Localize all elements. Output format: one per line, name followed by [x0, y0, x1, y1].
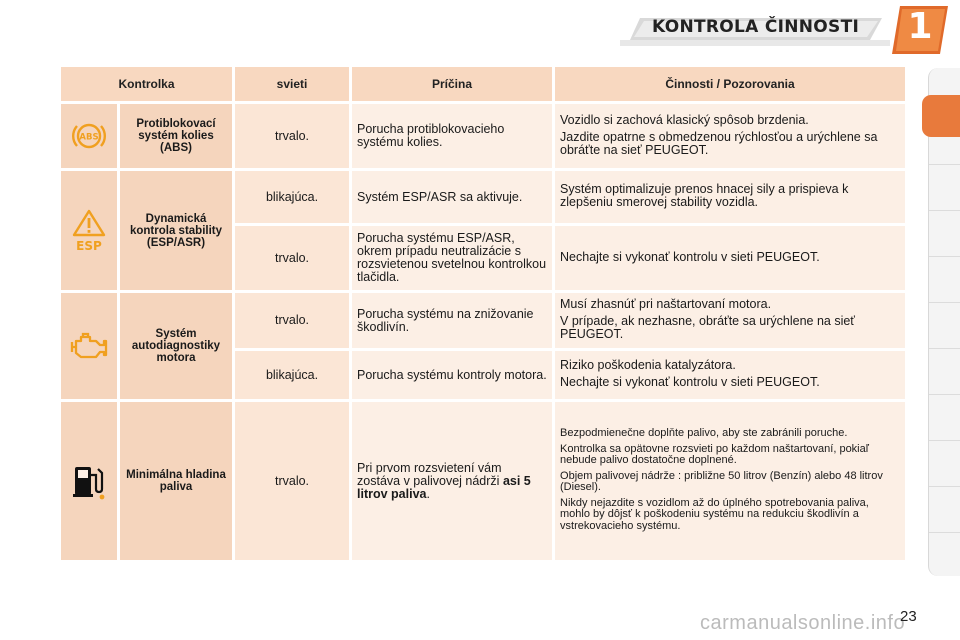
- table-row-abs: [61, 104, 905, 168]
- tab-divider: [929, 348, 960, 349]
- light-state: trvalo.: [235, 226, 349, 290]
- icon-cell: [61, 402, 117, 560]
- light-actions: [555, 171, 905, 223]
- tab-divider: [929, 394, 960, 395]
- engine-icon: [68, 330, 110, 362]
- fuel-pump-icon: [69, 461, 109, 501]
- column-header-kontrolka: Kontrolka: [61, 67, 232, 101]
- cause-end: .: [426, 486, 430, 501]
- action-text: Nikdy nejazdite s vozidlom až do úplného spotrebovania paliva, mohlo by dôjsť k poškodeniu systému na redukciu škodlivín a vstrekovacieho systému.: [560, 496, 869, 532]
- light-actions: [555, 226, 905, 290]
- light-state: blikajúca.: [235, 351, 349, 399]
- light-actions: [555, 351, 905, 399]
- column-header-cinnosti: Činnosti / Pozorovania: [555, 67, 905, 101]
- cause-text: Pri prvom rozsvietení vám zostáva v palivovej nádrži: [357, 460, 502, 488]
- action-text: Musí zhasnúť pri naštartovaní motora.: [560, 297, 772, 311]
- table-header-row: [61, 67, 905, 101]
- table-row-fuel: [61, 402, 905, 560]
- action-text: Systém optimalizuje prenos hnacej sily a prispieva k zlepšeniu smerovej stability vozidla.: [560, 182, 849, 209]
- light-name: Minimálna hladina paliva: [120, 402, 232, 560]
- light-cause: Porucha systému kontroly motora.: [352, 351, 552, 399]
- action-text: Riziko poškodenia katalyzátora.: [560, 358, 736, 372]
- action-text: Vozidlo si zachová klasický spôsob brzdenia.: [560, 112, 809, 127]
- light-cause: Porucha systému na znižovanie škodlivín.: [352, 293, 552, 348]
- light-state: trvalo.: [235, 402, 349, 560]
- table-row-esp: [61, 171, 905, 223]
- warning-lights-table: [58, 64, 908, 563]
- tab-divider: [929, 210, 960, 211]
- light-name: Dynamická kontrola stability (ESP/ASR): [120, 171, 232, 290]
- action-text: Objem palivovej nádrže : približne 50 litrov (Benzín) alebo 48 litrov (Diesel).: [560, 469, 883, 493]
- tab-divider: [929, 532, 960, 533]
- light-state: trvalo.: [235, 104, 349, 168]
- esp-icon: [71, 209, 107, 253]
- cause-emphasis: asi 5 litrov paliva: [357, 473, 531, 501]
- tab-divider: [929, 440, 960, 441]
- action-text: Bezpodmienečne doplňte palivo, aby ste zabránili poruche.: [560, 427, 848, 439]
- page-number: 23: [900, 608, 917, 625]
- column-header-pricina: Príčina: [352, 67, 552, 101]
- page-title: KONTROLA ČINNOSTI: [652, 17, 860, 37]
- tab-divider: [929, 256, 960, 257]
- chapter-number: 1: [907, 6, 933, 47]
- tab-divider: [929, 164, 960, 165]
- light-actions: [555, 402, 905, 560]
- action-text: Jazdite opatrne s obmedzenou rýchlosťou a urýchlene sa obráťte na sieť PEUGEOT.: [560, 129, 878, 157]
- action-text: Nechajte si vykonať kontrolu v sieti PEUGEOT.: [560, 249, 820, 264]
- action-text: V prípade, ak nezhasne, obráťte sa urýchlene na sieť PEUGEOT.: [560, 314, 855, 341]
- icon-cell: [61, 171, 117, 290]
- icon-cell: [61, 104, 117, 168]
- column-header-svieti: svieti: [235, 67, 349, 101]
- svg-text:ESP: ESP: [76, 238, 102, 253]
- svg-text:ABS: ABS: [79, 132, 99, 143]
- watermark: carmanualsonline.info: [700, 612, 906, 634]
- light-actions: [555, 293, 905, 348]
- action-text: Kontrolka sa opätovne rozsvieti po každom naštartovaní, pokiaľ nebude palivo dostatočne doplnené.: [560, 442, 869, 466]
- light-name: Systém autodiagnostiky motora: [120, 293, 232, 399]
- tab-divider: [929, 302, 960, 303]
- light-actions: [555, 104, 905, 168]
- light-state: trvalo.: [235, 293, 349, 348]
- light-state: blikajúca.: [235, 171, 349, 223]
- tab-chapter-1[interactable]: [922, 95, 960, 137]
- light-name: Protiblokovací systém kolies (ABS): [120, 104, 232, 168]
- light-cause: Systém ESP/ASR sa aktivuje.: [352, 171, 552, 223]
- abs-icon: [69, 119, 109, 153]
- light-cause: [352, 402, 552, 560]
- light-cause: Porucha protiblokovacieho systému kolies.: [352, 104, 552, 168]
- icon-cell: [61, 293, 117, 399]
- tab-divider: [929, 486, 960, 487]
- chapter-tabs: [928, 68, 960, 576]
- table-row-engine: [61, 293, 905, 348]
- light-cause: Porucha systému ESP/ASR, okrem prípadu neutralizácie s rozsvietenou svetelnou kontrolkou tlačidla.: [352, 226, 552, 290]
- action-text: Nechajte si vykonať kontrolu v sieti PEUGEOT.: [560, 375, 820, 389]
